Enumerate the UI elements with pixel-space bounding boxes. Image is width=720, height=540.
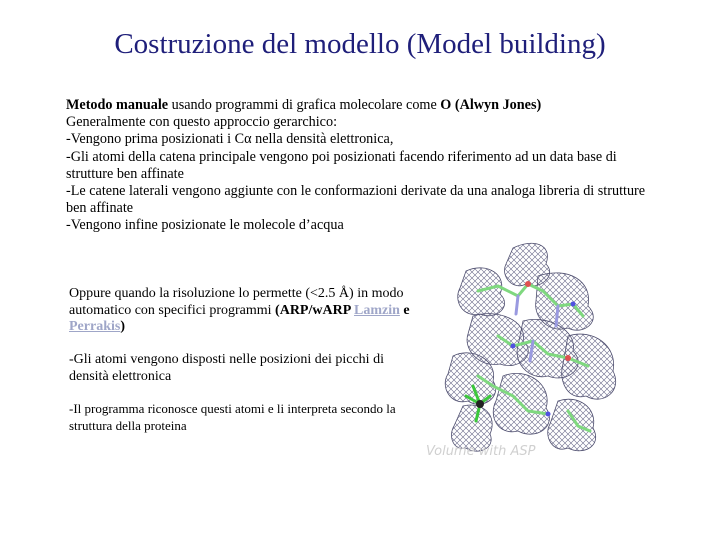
auto-mode-paragraph	[69, 286, 424, 336]
intro-line-calpha	[66, 131, 666, 148]
figure-caption: Volume with ASP	[426, 444, 536, 459]
alpha-symbol: α	[244, 131, 252, 148]
slide-title: Costruzione del modello (Model building)	[114, 28, 606, 60]
auto-mode-text: Oppure quando la risoluzione lo permette (<2.5 Å) in modo automatico con specifici programmi	[69, 286, 404, 318]
method-label: Metodo manuale	[66, 97, 169, 113]
auto-bullet-peaks: -Gli atomi vengono disposti nelle posizioni dei picchi di densità elettronica	[69, 352, 384, 384]
author-link-lamzin[interactable]: Lamzin	[353, 302, 400, 318]
intro-line-method	[66, 97, 666, 114]
calpha-text-end: nella densità elettronica,	[251, 131, 394, 148]
intro-line-water: -Vengono infine posizionate le molecole d’acqua	[66, 217, 344, 234]
close-paren: )	[120, 319, 125, 334]
software-name: O (Alwyn Jones)	[440, 97, 542, 113]
calpha-text-start: -Vengono prima posizionati i C	[66, 131, 245, 148]
electron-density-map-image	[418, 236, 630, 466]
method-description: usando programmi di grafica molecolare come	[168, 97, 441, 113]
intro-line-approach: Generalmente con questo approccio gerarchico:	[66, 114, 338, 131]
conjunction: e	[399, 302, 410, 318]
auto-bullet-interpret: -Il programma riconosce questi atomi e li interpreta secondo la struttura della proteina	[69, 401, 396, 433]
author-link-perrakis[interactable]: Perrakis	[69, 319, 121, 334]
intro-text-block	[66, 97, 666, 235]
intro-line-backbone: -Gli atomi della catena principale vengono poi posizionati facendo riferimento ad un data base di strutture ben affinate	[66, 148, 617, 182]
program-name: (ARP/wARP	[275, 302, 354, 318]
intro-line-sidechains: -Le catene laterali vengono aggiunte con le conformazioni derivate da una analoga libreria di strutture ben affinate	[66, 183, 646, 217]
density-mesh-blobs	[445, 243, 615, 451]
